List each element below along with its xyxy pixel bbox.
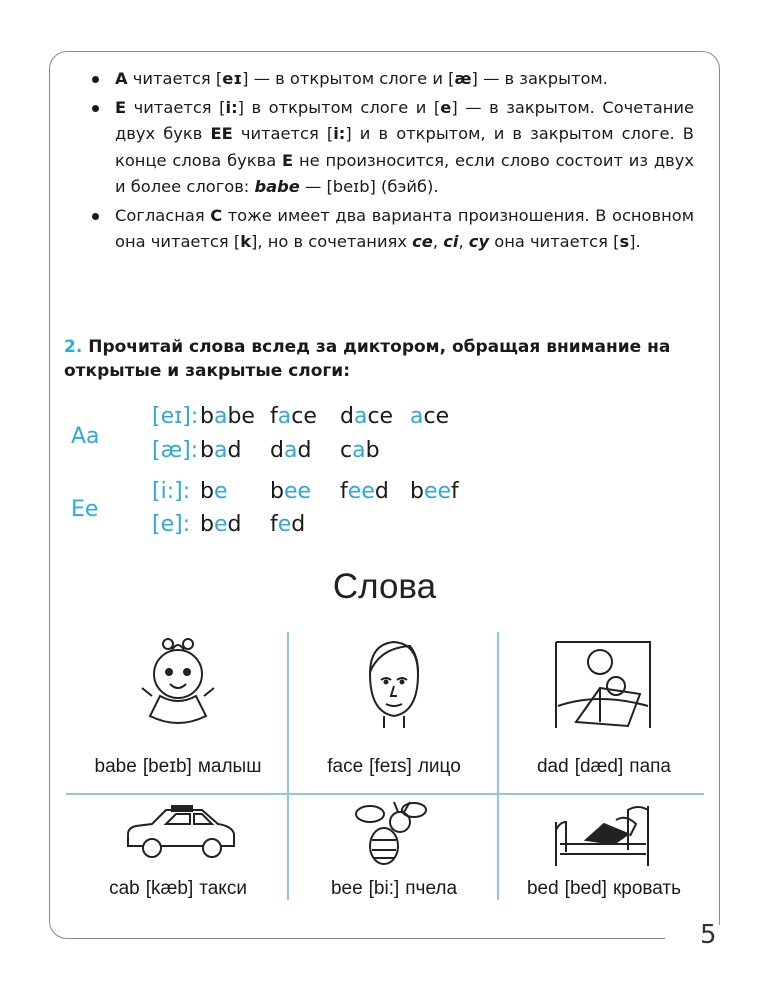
rule-text: ] — в закрытом. <box>471 69 608 88</box>
vocab-word: bee <box>330 878 363 899</box>
rule-text: cy <box>468 232 490 251</box>
sound-ipa: [e]: <box>152 512 191 537</box>
rule-text: ] и в открытом, и в закрытом слоге. В конце слова буква <box>115 124 694 170</box>
taxi-icon <box>72 802 284 872</box>
rule-text: читается [ <box>126 97 226 117</box>
example-word: bed <box>200 512 242 537</box>
rule-text: æ <box>454 69 472 88</box>
example-word: fed <box>270 512 306 537</box>
rule-text: ] в открытом слоге и [ <box>237 97 441 117</box>
sound-ipa: [æ]: <box>152 438 199 463</box>
vocab-caption <box>288 756 500 778</box>
sound-row <box>152 512 340 537</box>
vocab-word: babe <box>94 756 137 777</box>
rule-text: ] — в открытом слоге и [ <box>242 69 455 88</box>
vocab-word: face <box>327 756 364 777</box>
task-instruction <box>64 335 704 383</box>
example-word: feed <box>340 479 389 504</box>
face-icon <box>288 632 500 736</box>
sound-row <box>152 438 410 463</box>
vocab-word: dad <box>536 756 569 777</box>
vocab-ipa: [bed] <box>564 878 607 899</box>
rule-text: ]. <box>629 232 641 251</box>
vocab-word: bed <box>526 878 559 899</box>
rule-text: C <box>210 205 223 225</box>
vocab-caption <box>72 878 284 900</box>
rule-text: EE <box>210 124 233 143</box>
sound-ipa: [i:]: <box>152 479 191 504</box>
rule-text: e <box>440 97 452 117</box>
vocab-ipa: [feɪs] <box>369 756 412 777</box>
rule-text: E <box>115 97 127 117</box>
rule-text: ], но в сочетаниях <box>251 232 413 251</box>
dad-reading-icon <box>498 632 710 736</box>
vocab-ipa: [kæb] <box>145 878 194 899</box>
example-word: ace <box>410 404 450 429</box>
rule-text: читается [ <box>127 69 223 88</box>
sound-row <box>152 404 480 429</box>
bee-icon <box>288 800 500 874</box>
grid-divider <box>66 793 704 795</box>
rule-text: — [beɪb] (бэйб). <box>299 177 439 196</box>
vocab-caption <box>72 756 284 778</box>
example-word: be <box>200 479 228 504</box>
task-text: Прочитай слова вслед за диктором, обращая внимание на открытые и закрытые слоги: <box>64 337 671 381</box>
rule-text: E <box>282 150 294 170</box>
vocab-translation: кровать <box>612 878 682 899</box>
page-number: 5 <box>700 920 717 950</box>
rule-text: i: <box>225 97 238 117</box>
vocab-translation: лицо <box>417 756 461 777</box>
rule-text: читается [ <box>232 124 334 143</box>
rule-text: s <box>619 232 630 251</box>
rule-text: не произносится, если слово состоит из двух и более слогов: <box>115 150 694 196</box>
rule-text: , <box>432 232 444 251</box>
rule-text: она читается [ <box>489 232 620 251</box>
rule-text: k <box>240 232 252 251</box>
vocab-word: cab <box>109 878 140 899</box>
rule-text: eɪ <box>222 69 243 88</box>
vocab-translation: пчела <box>405 878 458 899</box>
example-word: dad <box>270 438 312 463</box>
example-word: bad <box>200 438 242 463</box>
rule-text: Согласная <box>115 205 211 225</box>
rule-item <box>88 95 694 201</box>
example-word: cab <box>340 438 380 463</box>
bed-icon <box>498 800 710 874</box>
rule-text: ci <box>443 232 459 251</box>
rules-list <box>88 66 694 258</box>
vocab-ipa: [bi:] <box>368 878 400 899</box>
rule-item <box>88 203 694 256</box>
rule-text: ce <box>412 232 433 251</box>
vocab-ipa: [dæd] <box>574 756 624 777</box>
baby-icon <box>72 632 284 736</box>
task-number: 2. <box>64 337 83 357</box>
rule-text: , <box>458 232 469 251</box>
vocab-caption <box>288 878 500 900</box>
letter-e: Ee <box>71 497 99 522</box>
rule-text: babe <box>254 177 300 196</box>
letter-a: Aa <box>71 424 100 449</box>
rule-text: i: <box>333 124 346 143</box>
vocab-translation: малыш <box>197 756 262 777</box>
example-word: beef <box>410 479 459 504</box>
vocab-ipa: [beɪb] <box>142 756 192 777</box>
example-word: bee <box>270 479 312 504</box>
rule-item <box>88 66 694 93</box>
sound-row <box>152 479 480 504</box>
example-word: face <box>270 404 317 429</box>
example-word: babe <box>200 404 255 429</box>
vocab-translation: папа <box>629 756 671 777</box>
rule-text: ] — в закрытом. Сочетание двух букв <box>115 97 694 143</box>
rule-text: тоже имеет два варианта произношения. В основном она читается [ <box>115 205 694 251</box>
vocab-translation: такси <box>199 878 247 899</box>
example-word: dace <box>340 404 394 429</box>
vocab-title: Слова <box>332 567 437 606</box>
rule-text: A <box>115 69 128 88</box>
vocab-caption <box>498 878 710 900</box>
vocab-caption <box>498 756 710 778</box>
sound-ipa: [eɪ]: <box>152 404 199 429</box>
